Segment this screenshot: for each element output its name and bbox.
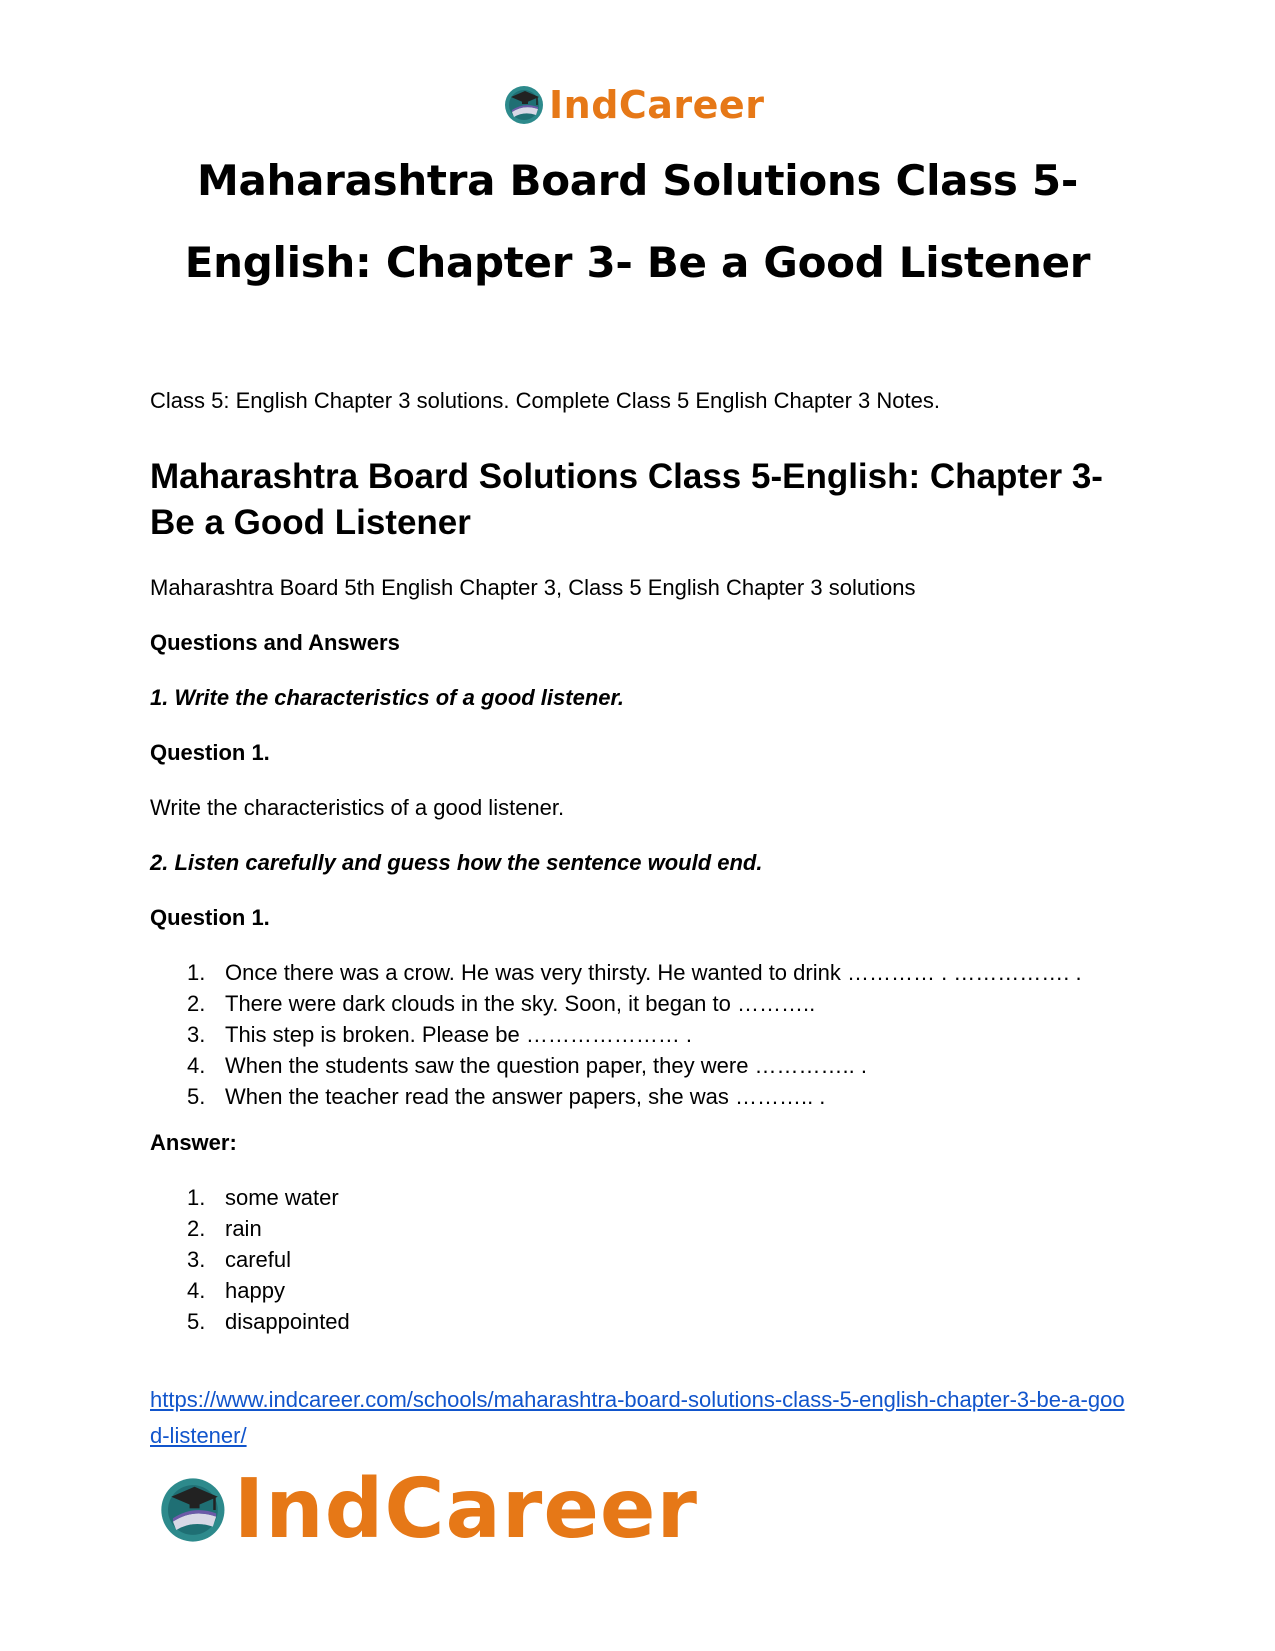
answer-list	[150, 1185, 750, 1340]
exercise-1-question-label: Question 1.	[150, 740, 270, 765]
intro-paragraph: Class 5: English Chapter 3 solutions. Complete Class 5 English Chapter 3 Notes.	[150, 388, 940, 413]
list-item-text: When the students saw the question paper, they were ………….. .	[225, 1053, 867, 1078]
indcareer-logo-top	[503, 80, 778, 130]
list-item	[150, 1185, 750, 1216]
list-item-text: There were dark clouds in the sky. Soon, it began to ………..	[225, 991, 816, 1016]
subtitle-paragraph: Maharashtra Board 5th English Chapter 3, Class 5 English Chapter 3 solutions	[150, 575, 916, 600]
list-item	[150, 1216, 750, 1247]
logo-wordmark: IndCareer	[549, 83, 765, 127]
list-item	[150, 960, 1150, 991]
list-item-text: Once there was a crow. He was very thirsty. He wanted to drink ………… . ……………. .	[225, 960, 1082, 985]
page-title: Maharashtra Board Solutions Class 5-English: Chapter 3- Be a Good Listener	[184, 156, 1091, 287]
list-item	[150, 1084, 1150, 1115]
list-item-number: 3.	[187, 1247, 206, 1272]
list-item-number: 2.	[187, 991, 206, 1016]
section-heading: Maharashtra Board Solutions Class 5-English: Chapter 3- Be a Good Listener	[150, 457, 1103, 542]
list-item-text: When the teacher read the answer papers, she was ……….. .	[225, 1084, 826, 1109]
logo-wordmark: IndCareer	[233, 1461, 698, 1557]
list-item-number: 4.	[187, 1278, 206, 1303]
list-item-number: 5.	[187, 1084, 206, 1109]
list-item-text: careful	[225, 1247, 292, 1272]
list-item-text: some water	[225, 1185, 339, 1210]
list-item	[150, 1053, 1150, 1084]
list-item-number: 1.	[187, 960, 206, 985]
list-item	[150, 991, 1150, 1022]
list-item-text: disappointed	[225, 1309, 350, 1334]
list-item-number: 1.	[187, 1185, 206, 1210]
exercise-2-heading: 2. Listen carefully and guess how the sentence would end.	[150, 850, 763, 875]
exercise-1-heading: 1. Write the characteristics of a good listener.	[150, 685, 624, 710]
graduation-cap-globe-icon	[503, 84, 545, 126]
list-item-number: 2.	[187, 1216, 206, 1241]
qa-heading: Questions and Answers	[150, 630, 400, 655]
list-item-number: 5.	[187, 1309, 206, 1334]
list-item-number: 3.	[187, 1022, 206, 1047]
list-item	[150, 1278, 750, 1309]
exercise-2-question-label: Question 1.	[150, 905, 270, 930]
list-item-text: rain	[225, 1216, 262, 1241]
list-item	[150, 1022, 1150, 1053]
source-link[interactable]: https://www.indcareer.com/schools/maharashtra-board-solutions-class-5-english-chapter-3-be-a-good-listener/	[150, 1387, 1125, 1448]
question-list	[150, 960, 1150, 1115]
list-item-text: happy	[225, 1278, 285, 1303]
list-item-text: This step is broken. Please be ………………… .	[225, 1022, 693, 1047]
graduation-cap-globe-icon	[158, 1467, 228, 1553]
list-item	[150, 1247, 750, 1278]
answer-label: Answer:	[150, 1130, 237, 1155]
exercise-1-question-text: Write the characteristics of a good listener.	[150, 795, 565, 820]
list-item	[150, 1309, 750, 1340]
list-item-number: 4.	[187, 1053, 206, 1078]
indcareer-logo-bottom	[158, 1462, 698, 1557]
